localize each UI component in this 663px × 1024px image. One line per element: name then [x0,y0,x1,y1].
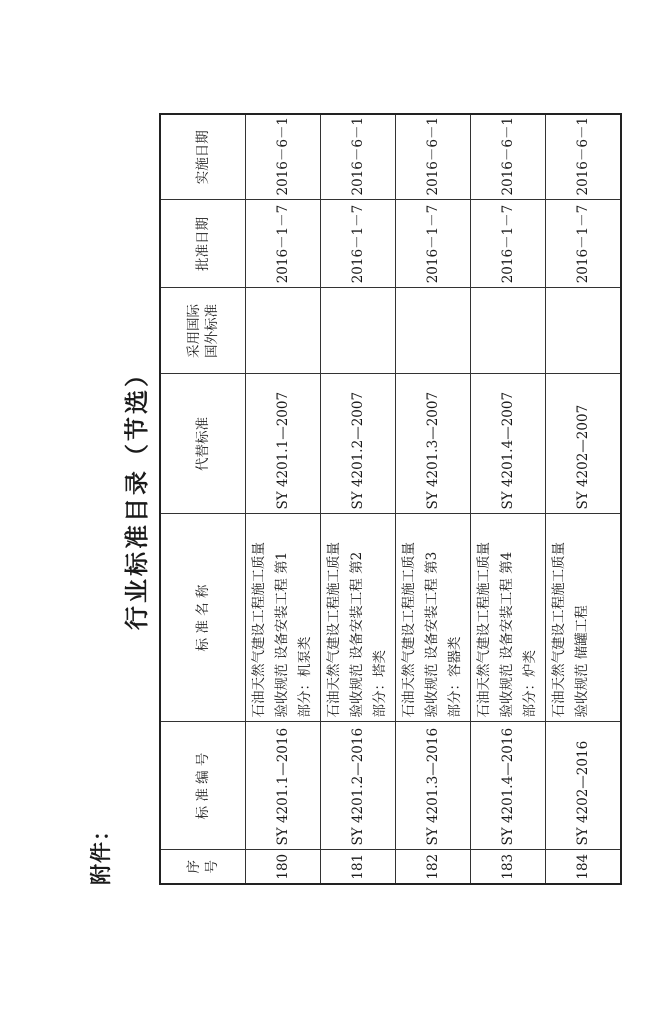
cell-seq: 184 [546,850,622,884]
cell-code: SY 4201.1—2016 [246,722,321,850]
standards-table [159,113,622,885]
table-row [546,114,622,884]
cell-name-line: 石油天然气建设工程施工质量 [476,542,492,718]
cell-code: SY 4201.3—2016 [396,722,471,850]
cell-name [246,514,321,722]
cell-approval-date: 2016－1－7 [246,200,321,288]
cell-effective-date: 2016－6－1 [321,114,396,200]
cell-name-line: 验收规范 设备安装工程 第3 [424,551,440,718]
header-seq: 序号 [160,850,246,884]
cell-name-line: 石油天然气建设工程施工质量 [326,542,342,718]
cell-name-line: 验收规范 储罐工程 [574,605,590,718]
cell-code: SY 4201.4—2016 [471,722,546,850]
cell-name-line: 验收规范 设备安装工程 第2 [349,551,365,718]
cell-seq: 183 [471,850,546,884]
cell-effective-date: 2016－6－1 [471,114,546,200]
header-name: 标 准 名 称 [160,514,246,722]
cell-name-line: 验收规范 设备安装工程 第4 [499,551,515,718]
cell-name [471,514,546,722]
cell-effective-date: 2016－6－1 [246,114,321,200]
table-header-row [160,114,246,884]
header-replaces: 代替标准 [160,374,246,514]
header-adopted [160,288,246,374]
cell-adopted [321,288,396,374]
cell-name [546,514,622,722]
cell-code: SY 4202—2016 [546,722,622,850]
cell-replaces: SY 4201.1—2007 [246,374,321,514]
cell-name-line: 部分：塔类 [372,650,388,718]
cell-adopted [246,288,321,374]
cell-approval-date: 2016－1－7 [396,200,471,288]
cell-replaces: SY 4202—2007 [546,374,622,514]
cell-name [321,514,396,722]
header-adopted-line1: 采用国际 [186,304,202,358]
cell-seq: 181 [321,850,396,884]
cell-name-line: 验收规范 设备安装工程 第1 [274,551,290,718]
header-approval-date: 批准日期 [160,200,246,288]
cell-effective-date: 2016－6－1 [396,114,471,200]
cell-name-line: 石油天然气建设工程施工质量 [551,542,567,718]
cell-code: SY 4201.2—2016 [321,722,396,850]
rotated-content [85,105,591,885]
document-title: 行业标准目录（节选） [123,360,151,630]
cell-approval-date: 2016－1－7 [321,200,396,288]
cell-adopted [396,288,471,374]
header-code: 标 准 编 号 [160,722,246,850]
cell-approval-date: 2016－1－7 [546,200,622,288]
cell-effective-date: 2016－6－1 [546,114,622,200]
cell-replaces: SY 4201.4—2007 [471,374,546,514]
cell-name-line: 部分：炉类 [522,650,538,718]
cell-adopted [546,288,622,374]
cell-adopted [471,288,546,374]
cell-approval-date: 2016－1－7 [471,200,546,288]
cell-replaces: SY 4201.3—2007 [396,374,471,514]
header-adopted-line2: 国外标准 [204,304,220,358]
cell-seq: 182 [396,850,471,884]
cell-name [396,514,471,722]
cell-replaces: SY 4201.2—2007 [321,374,396,514]
cell-name-line: 部分：机泵类 [297,636,313,718]
table-row [396,114,471,884]
attachment-label: 附件： [89,819,113,885]
table-row [321,114,396,884]
cell-seq: 180 [246,850,321,884]
cell-name-line: 部分：容器类 [447,636,463,718]
table-row [471,114,546,884]
cell-name-line: 石油天然气建设工程施工质量 [401,542,417,718]
table-row [246,114,321,884]
header-effective-date: 实施日期 [160,114,246,200]
cell-name-line: 石油天然气建设工程施工质量 [251,542,267,718]
